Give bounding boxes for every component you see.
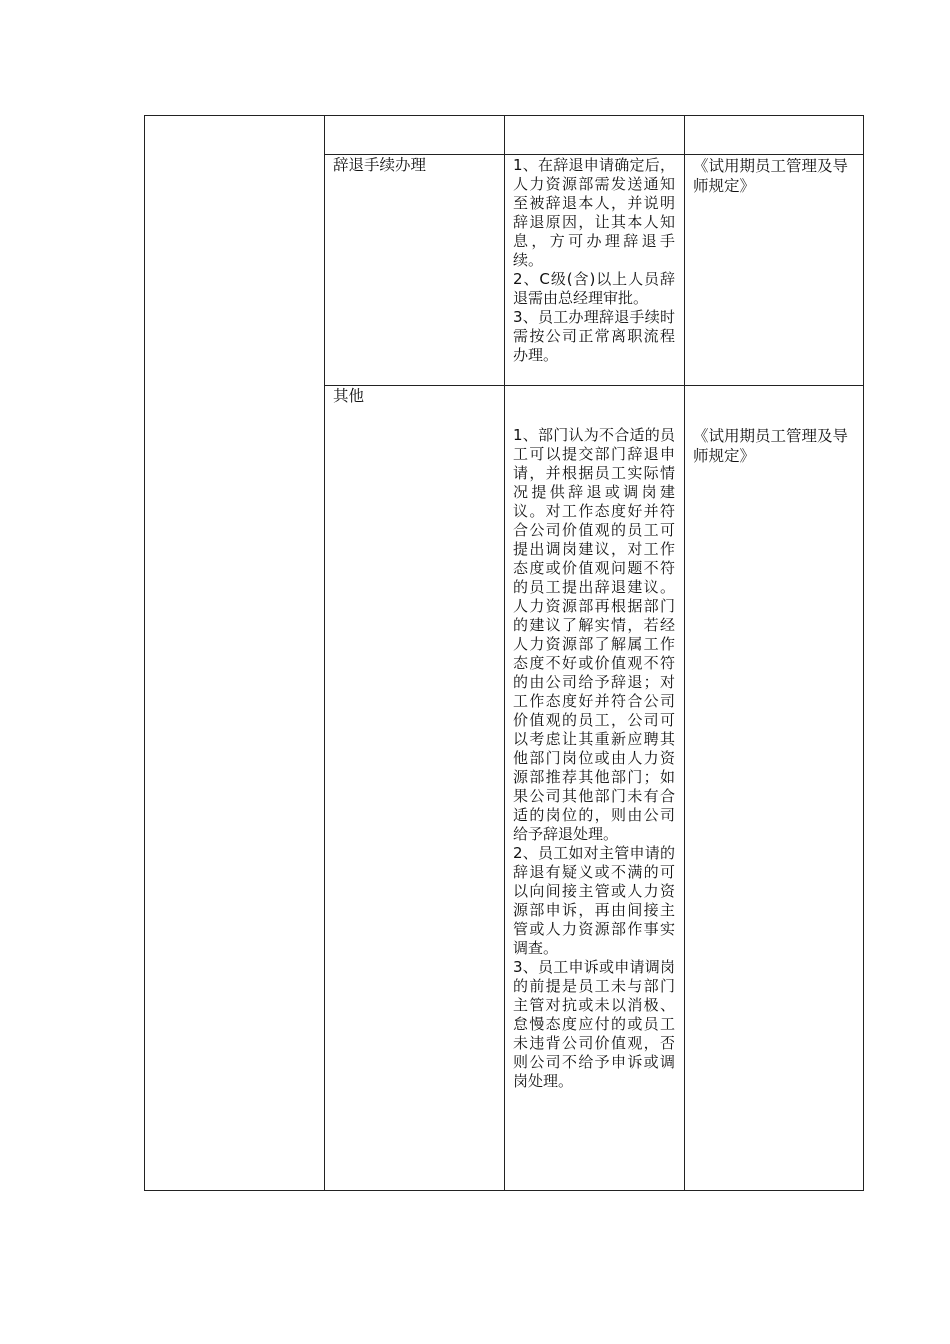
row-reference: 《试用期员工管理及导师规定》 [693, 427, 849, 465]
content-paragraph: 1、部门认为不合适的员工可以提交部门辞退申请，并根据员工实际情况提供辞退或调岗建议。对工作态度好并符合公司价值观的员工可提出调岗建议，对工作态度或价值观问题不符的员工提出辞退建议。人力资源部再根据部门的建议了解实情，若经人力资源部了解属工作态度不好或价值观不符的由公司给予辞退；对工作态度好并符合公司价值观的员工，公司可以考虑让其重新应聘其他部门岗位或由人力资源部推荐其他部门；如果公司其他部门未有合适的岗位的，则由公司给予辞退处理。 [513, 426, 675, 843]
row-item-label: 其他 [333, 387, 365, 405]
row-content [513, 426, 675, 1091]
column-divider-3 [684, 115, 685, 1191]
row-item-label: 辞退手续办理 [333, 156, 427, 174]
policy-table [144, 115, 864, 1191]
row-content [513, 156, 675, 365]
content-paragraph: 2、C级(含)以上人员辞退需由总经理审批。 [513, 270, 675, 307]
column-divider-1 [324, 115, 325, 1191]
content-paragraph: 1、在辞退申请确定后，人力资源部需发送通知至被辞退本人，并说明辞退原因，让其本人知息，方可办理辞退手续。 [513, 156, 675, 269]
table-border-right [863, 115, 864, 1191]
row-reference: 《试用期员工管理及导师规定》 [693, 157, 849, 195]
content-paragraph: 2、员工如对主管申请的辞退有疑义或不满的可以向间接主管或人力资源部申诉，再由间接主管或人力资源部作事实调查。 [513, 844, 675, 957]
row-divider-1 [324, 154, 864, 155]
table-border-left [144, 115, 145, 1191]
content-paragraph: 3、员工申诉或申请调岗的前提是员工未与部门主管对抗或未以消极、怠慢态度应付的或员工未违背公司价值观，否则公司不给予申诉或调岗处理。 [513, 958, 675, 1090]
content-paragraph: 3、员工办理辞退手续时需按公司正常离职流程办理。 [513, 308, 675, 364]
column-divider-2 [504, 115, 505, 1191]
row-divider-2 [324, 385, 864, 386]
